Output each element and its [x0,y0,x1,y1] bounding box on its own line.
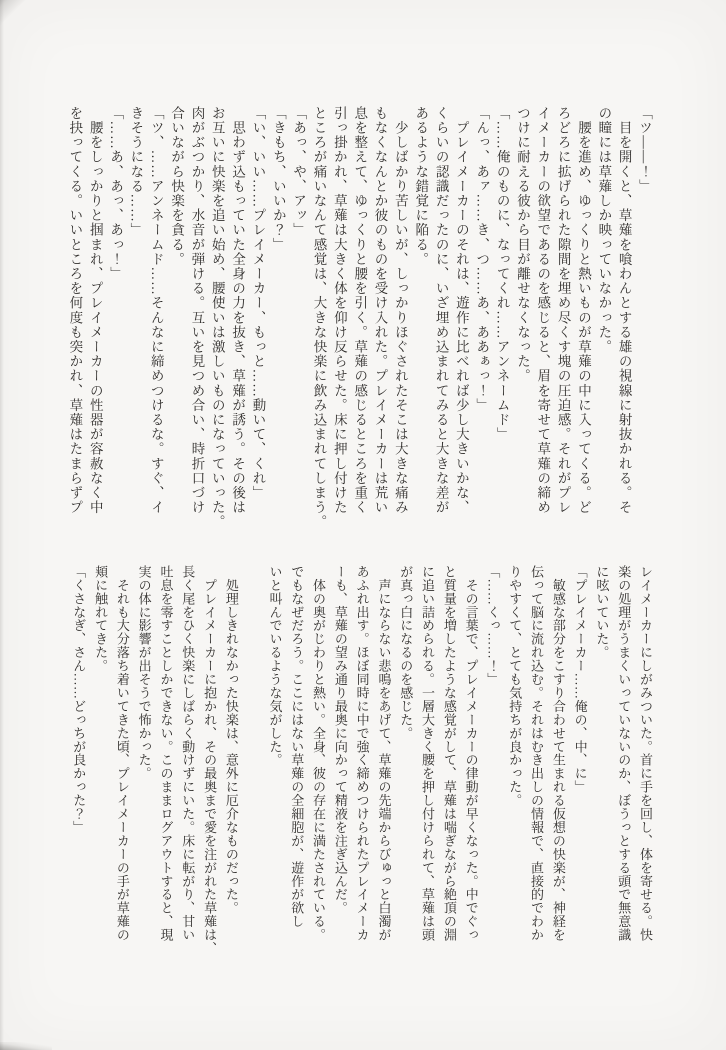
text-line: イメーカーの欲望であるのを感じると、眉を寄せて草薙の締め [535,106,551,515]
text-line: あるような錯覚に陥る。 [413,106,429,267]
text-line: 腰をしっかりと掴まれ、プレイメーカーの性器が容赦なく中 [87,106,103,515]
text-line: に追い詰められる。一層大きく腰を押し付けられて、草薙は頭 [420,565,436,942]
text-line: 敏感な部分をこすり合わせて生まれる仮想の快楽が、神経を [550,565,566,942]
text-line: 実の体に影響が出そうで怖かった。 [136,565,152,781]
text-line: 処理しきれなかった快楽は、意外に厄介なものだった。 [223,565,239,915]
text-line [242,565,264,957]
text-line: つけに耐える彼から目が離せなくなった。 [514,106,530,384]
text-line: 引っ掛かれ、草薙は大きく体を仰け反らせた。床に押し付けた [331,106,347,515]
text-line: プレイメーカーに抱かれ、その最奥まで愛を注がれた草薙は、 [202,565,218,956]
text-line: ところが痛いなんて感覚は、大きな快楽に飲み込まれてしまう。 [311,106,327,530]
scan-smudge-top-left [0,0,26,26]
text-line: が真っ白になるのを感じた。 [398,565,414,740]
text-line: 肉がぶつかり、水音が弾ける。互いを見つめ合い、時折口づけ [189,106,205,515]
text-line: 少しばかり苦しいが、しっかりほぐされたそこは大きな痛み [392,106,408,515]
text-line: を抉ってくる。いいところを何度も突かれ、草薙はたまらずプ [67,106,83,515]
text-block-lower [67,565,656,957]
text-line: ろどろに拡げられた隙間を埋め尽くす塊の圧迫感。それがプレ [555,106,571,515]
text-line: その言葉で、プレイメーカーの律動が早くなった。中でぐっ [463,565,479,942]
text-line: 「い、いい……プレイメーカー、もっと……動いて、くれ」 [250,106,266,501]
text-line: くらいの認識だったのに、いざ埋め込まれてみると大きな差が [433,106,449,515]
scan-streak-bottom-left [0,1042,52,1050]
text-line: 体の奥がじわりと熱い。全身、彼の存在に満たされている。 [311,565,327,942]
text-line: 「んっ、あァ……き、つ……あ、ああぁっ！」 [474,106,490,413]
text-line: 「ツ、……アンネームド……そんなに締めつけるな。すぐ、イ [148,106,164,515]
text-line: の瞳には草薙しか映っていなかった。 [596,106,612,355]
text-line: 思わず込もっていた全身の力を抜き、草薙が誘う。その後は [230,106,246,515]
text-line: それも大分落ち着いてきた頃、プレイメーカーの手が草薙の [114,565,130,942]
text-line: ーも、草薙の望み通り最奥に向かって精液を注ぎ込んだ。 [332,565,348,915]
text-line: 目を開くと、草薙を喰わんとする雄の視線に射抜かれる。そ [616,106,632,515]
text-line: 腰を進め、ゆっくりと熱いものが草薙の中に入ってくる。ど [575,106,591,515]
text-line: レイメーカーにしがみついた。首に手を回し、体を寄せる。快 [638,565,653,942]
text-line: でもなぜだろう。ここにはない草薙の全細胞が、遊作が欲し [289,565,305,929]
text-line: いと叫んでいるような気がした。 [267,565,283,767]
text-line: きそうになる……」 [128,106,144,238]
text-line: 伝って脳に流れ込む。それはむき出しの情報で、直接的でわか [529,565,545,942]
text-line: 「……俺のものに、なってくれ……アンネームド」 [494,106,510,442]
text-line: 「プレイメーカー……俺の、中、に」 [572,565,588,794]
text-line: 「……くっ……！」 [485,565,501,687]
text-line: 声にならない悲鳴をあげて、草薙の先端からびゅっと白濁が [376,565,392,942]
text-line: 合いながら快楽を貪る。 [169,106,185,267]
text-line: お互いに快楽を追い始め、腰使いは激しいものになっていった。 [209,106,225,530]
text-line: 息を整えて、ゆっくりと腰を引く。草薙の感じるところを重く [352,106,368,515]
text-line: 「きもち、いいか？」 [270,106,286,252]
text-line: りやすくて、とても気持ちが良かった。 [507,565,523,808]
text-line: 「あっ、や、アッ」 [291,106,307,238]
text-line: プレイメーカーのそれは、遊作に比べれば少し大きいかな、 [453,106,469,515]
text-block-upper [64,106,654,530]
text-line: 「ツ――！」 [637,106,652,194]
text-line: と質量を増したような感覚がして、草薙は喘ぎながら絶頂の淵 [441,565,457,942]
text-line: 吐息を零すことしかできない。このままログアウトすると、現 [158,565,174,942]
text-line: 楽の処理がうまくいっていないのか、ぼうっとする頭で無意識 [616,565,632,942]
text-line: 「くさなぎ、さん……どっちが良かった？」 [71,565,87,834]
text-line: に呟いていた。 [594,565,610,660]
text-line: 「……あ、あっ、あっ！」 [108,106,124,282]
scan-edge-shadow [0,0,4,1050]
text-line: 長く尾をひく快楽にしばらく動けずにいた。床に転がり、甘い [180,565,196,942]
text-line: 頬に触れてきた。 [93,565,109,673]
text-line: もなくなんとか彼のものを受け入れた。プレイメーカーは荒い [372,106,388,515]
text-line: あふれ出す。ほぼ同時に中で強く締めつけられたプレイメーカ [354,565,370,942]
